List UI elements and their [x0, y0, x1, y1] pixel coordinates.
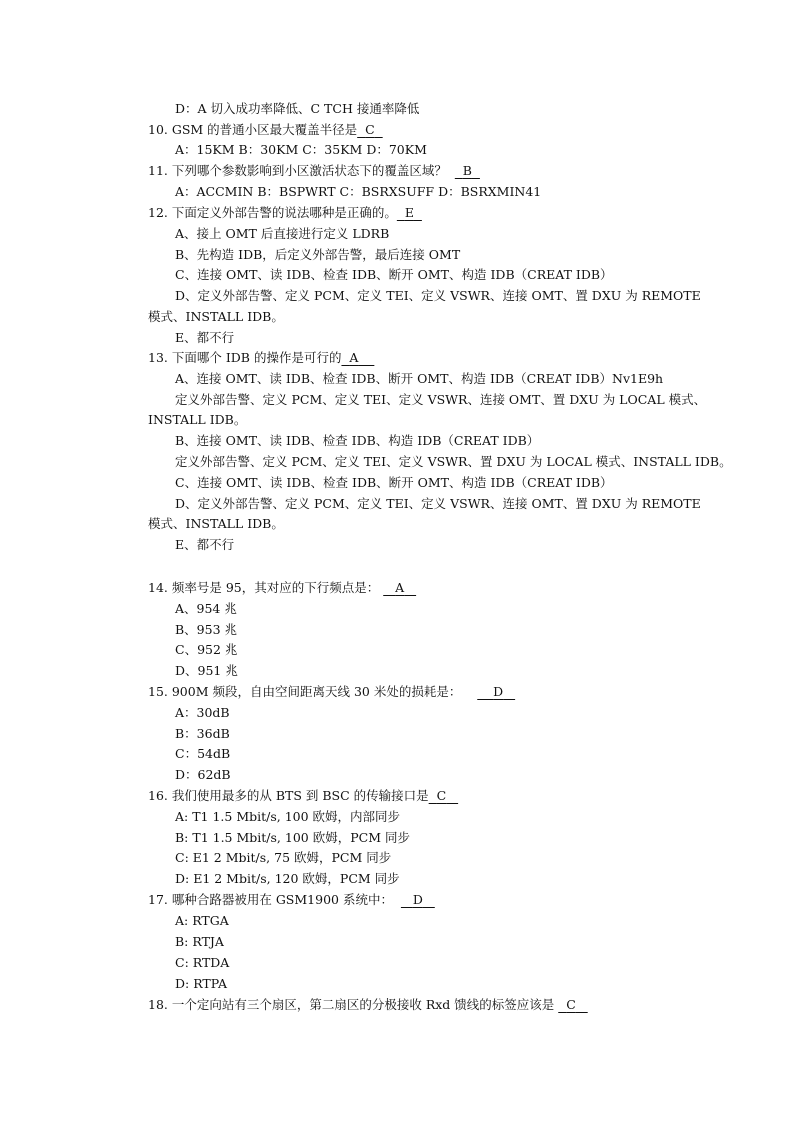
q13-option-d-cont: 模式、INSTALL IDB。	[148, 516, 284, 531]
q13-option-a-cont: 定义外部告警、定义 PCM、定义 TEI、定义 VSWR、连接 OMT、置 DXU 为 LOCAL 模式、	[175, 392, 707, 407]
q16-option-d: D: E1 2 Mbit/s, 120 欧姆，PCM 同步	[175, 871, 400, 886]
q13-option-c: C、连接 OMT、读 IDB、检查 IDB、断开 OMT、构造 IDB（CREAT IDB）	[175, 475, 613, 490]
q12-option-b: B、先构造 IDB，后定义外部告警，最后连接 OMT	[175, 247, 461, 262]
q12-option-d-cont: 模式、INSTALL IDB。	[148, 309, 284, 324]
q14-option-c: C、952 兆	[175, 642, 238, 657]
q14-option-b: B、953 兆	[175, 622, 238, 637]
question-10: 10. GSM 的普通小区最大覆盖半径是 C	[148, 122, 383, 138]
q12-option-c: C、连接 OMT、读 IDB、检查 IDB、断开 OMT、构造 IDB（CREAT IDB）	[175, 267, 613, 282]
question-16: 16. 我们使用最多的从 BTS 到 BSC 的传输接口是 C	[148, 788, 458, 804]
q14-option-a: A、954 兆	[175, 601, 237, 616]
q14-option-d: D、951 兆	[175, 663, 238, 678]
question-14: 14. 频率号是 95，其对应的下行频点是： A	[148, 580, 416, 596]
q16-option-c: C: E1 2 Mbit/s, 75 欧姆，PCM 同步	[175, 850, 392, 865]
q10-options: A：15KM B：30KM C：35KM D：70KM	[175, 142, 427, 157]
q17-option-b: B: RTJA	[175, 934, 224, 949]
q15-option-d: D：62dB	[175, 767, 231, 782]
q12-option-e: E、都不行	[175, 330, 235, 345]
answer-blank-18: C	[566, 997, 576, 1012]
q12-option-a: A、接上 OMT 后直接进行定义 LDRB	[175, 226, 390, 241]
answer-blank-13: A	[349, 350, 359, 365]
question-12: 12. 下面定义外部告警的说法哪种是正确的。 E	[148, 205, 422, 221]
q13-option-d: D、定义外部告警、定义 PCM、定义 TEI、定义 VSWR、连接 OMT、置 DXU 为 REMOTE	[175, 496, 701, 511]
answer-blank-12: E	[404, 205, 414, 220]
q15-option-c: C：54dB	[175, 746, 231, 761]
answer-blank-15: D	[493, 684, 504, 699]
answer-blank-14: A	[395, 580, 405, 595]
q15-option-b: B：36dB	[175, 726, 230, 741]
q13-option-a: A、连接 OMT、读 IDB、检查 IDB、断开 OMT、构造 IDB（CREAT IDB）Nv1E9h	[175, 371, 664, 386]
q16-option-a: A: T1 1.5 Mbit/s, 100 欧姆，内部同步	[175, 809, 401, 824]
q13-option-b-cont: 定义外部告警、定义 PCM、定义 TEI、定义 VSWR、置 DXU 为 LOCAL 模式、INSTALL IDB。	[175, 454, 732, 469]
q15-option-a: A：30dB	[175, 705, 230, 720]
q13-option-b: B、连接 OMT、读 IDB、检查 IDB、构造 IDB（CREAT IDB）	[175, 433, 540, 448]
answer-blank-10: C	[365, 122, 375, 137]
question-18: 18. 一个定向站有三个扇区，第二扇区的分极接收 Rxd 馈线的标签应该是 C	[148, 997, 588, 1013]
q17-option-a: A: RTGA	[175, 913, 229, 928]
q17-option-d: D: RTPA	[175, 976, 228, 991]
q12-option-d: D、定义外部告警、定义 PCM、定义 TEI、定义 VSWR、连接 OMT、置 DXU 为 REMOTE	[175, 288, 701, 303]
answer-blank-11: B	[462, 163, 472, 178]
q13-option-e: E、都不行	[175, 537, 235, 552]
question-13: 13. 下面哪个 IDB 的操作是可行的 A	[148, 350, 374, 366]
q13-option-a-cont2: INSTALL IDB。	[148, 412, 247, 427]
q17-option-c: C: RTDA	[175, 955, 230, 970]
q9-option-d: D：A 切入成功率降低、C TCH 接通率降低	[175, 101, 420, 116]
q11-options: A：ACCMIN B：BSPWRT C：BSRXSUFF D：BSRXMIN41	[175, 184, 542, 199]
question-17: 17. 哪种合路器被用在 GSM1900 系统中： D	[148, 892, 435, 908]
answer-blank-17: D	[412, 892, 423, 907]
q16-option-b: B: T1 1.5 Mbit/s, 100 欧姆，PCM 同步	[175, 830, 410, 845]
question-11: 11. 下列哪个参数影响到小区激活状态下的覆盖区域？ B	[148, 163, 480, 179]
question-15: 15. 900M 频段，自由空间距离天线 30 米处的损耗是： D	[148, 684, 515, 700]
answer-blank-16: C	[436, 788, 447, 803]
